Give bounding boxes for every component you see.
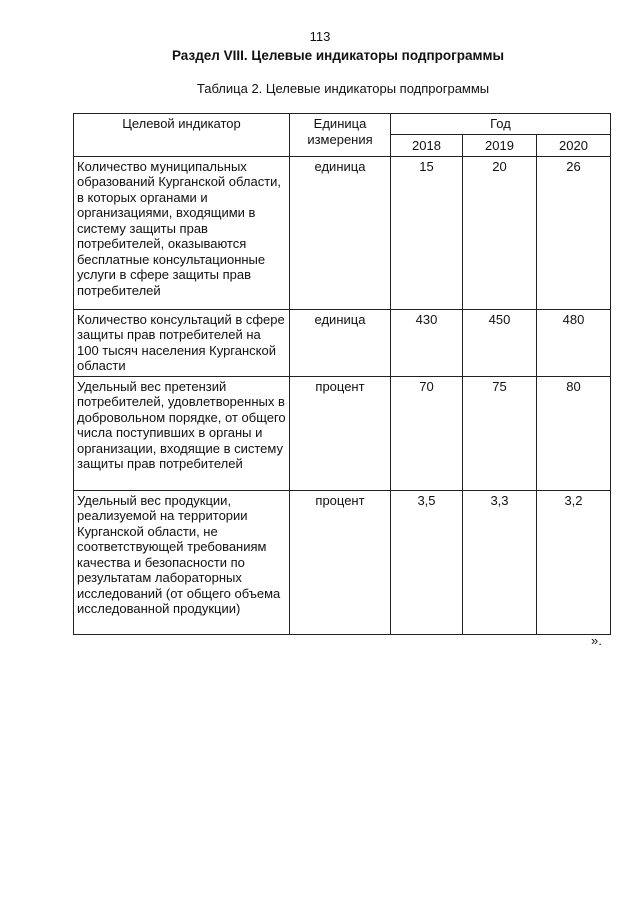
value-2018: 70 <box>391 376 463 490</box>
table-row <box>74 309 611 376</box>
header-year-2019: 2019 <box>463 134 537 156</box>
indicators-table <box>73 113 611 635</box>
value-2020: 26 <box>537 156 611 309</box>
header-year-2018: 2018 <box>391 134 463 156</box>
header-unit: Единица измерения <box>290 114 391 157</box>
unit-cell: процент <box>290 376 391 490</box>
header-indicator: Целевой индикатор <box>74 114 290 157</box>
indicator-cell: Удельный вес продукции, реализуемой на территории Курганской области, не соответствующей требованиям качества и безопасности по результатам лабораторных исследований (от общего объема исследованной продукции) <box>74 490 290 634</box>
table-row <box>74 490 611 634</box>
unit-cell: единица <box>290 156 391 309</box>
section-title: Раздел VIII. Целевые индикаторы подпрограммы <box>171 48 504 63</box>
unit-cell: единица <box>290 309 391 376</box>
value-2018: 15 <box>391 156 463 309</box>
page-number: 113 <box>309 29 331 44</box>
table-header-row <box>74 114 611 135</box>
value-2020: 3,2 <box>537 490 611 634</box>
table-row <box>74 376 611 490</box>
value-2019: 450 <box>463 309 537 376</box>
header-year-group: Год <box>391 114 611 135</box>
value-2018: 3,5 <box>391 490 463 634</box>
header-year-2020: 2020 <box>537 134 611 156</box>
indicator-cell: Удельный вес претензий потребителей, удовлетворенных в добровольном порядке, от общего числа поступивших в органы и организации, входящие в систему защиты прав потребителей <box>74 376 290 490</box>
indicator-cell: Количество муниципальных образований Курганской области, в которых органами и организациями, входящими в систему защиты прав потребителей, оказываются бесплатные консультационные услуги в сфере защиты прав потребителей <box>74 156 290 309</box>
unit-cell: процент <box>290 490 391 634</box>
table-row <box>74 156 611 309</box>
value-2020: 80 <box>537 376 611 490</box>
value-2020: 480 <box>537 309 611 376</box>
closing-quote-mark: ». <box>591 633 602 648</box>
value-2018: 430 <box>391 309 463 376</box>
value-2019: 3,3 <box>463 490 537 634</box>
value-2019: 75 <box>463 376 537 490</box>
table-caption: Таблица 2. Целевые индикаторы подпрограммы <box>196 81 490 96</box>
value-2019: 20 <box>463 156 537 309</box>
indicator-cell: Количество консультаций в сфере защиты прав потребителей на 100 тысяч населения Курганской области <box>74 309 290 376</box>
